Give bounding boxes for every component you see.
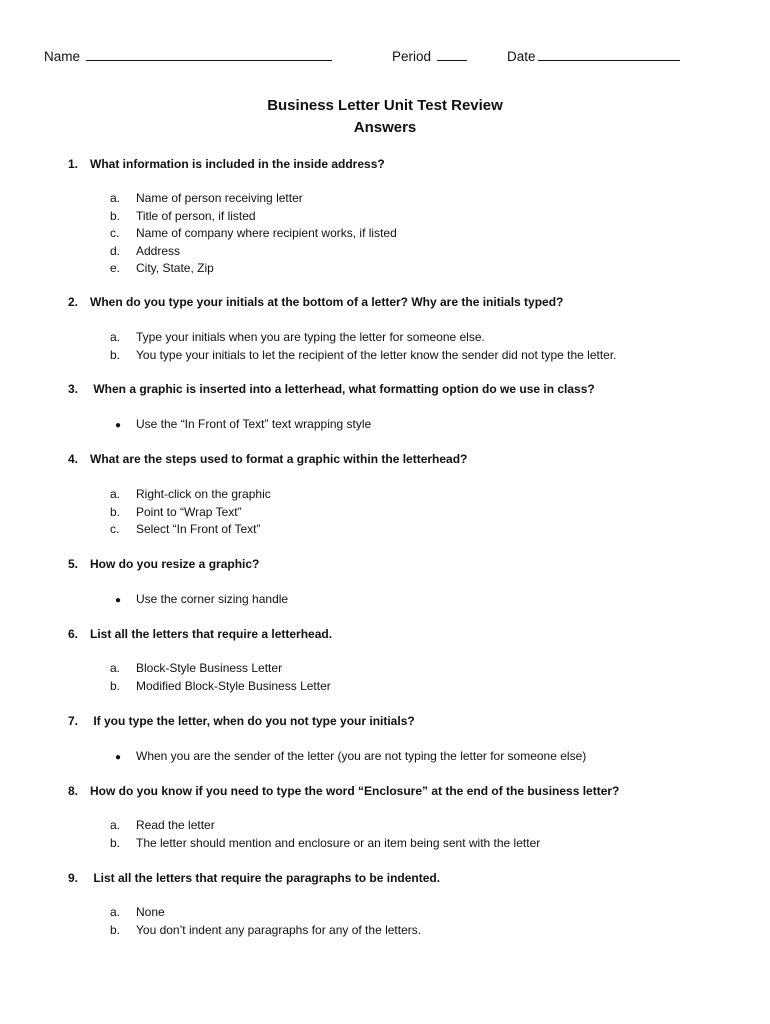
bullet-marker: ● [115, 595, 122, 606]
answer-text: Point to “Wrap Text” [136, 504, 242, 519]
answer-text: None [136, 905, 165, 919]
answer-list-4 [110, 486, 271, 539]
answer-item [110, 190, 397, 208]
question-number: 3. [68, 382, 79, 396]
answer-text: When you are the sender of the letter (you are not typing the letter for someone else) [136, 749, 587, 763]
question-text: List all the letters that require a letterhead. [90, 627, 333, 641]
answer-item [110, 208, 397, 226]
answer-marker: a. [110, 191, 121, 205]
answer-item [110, 416, 371, 434]
answer-list-1 [110, 190, 397, 278]
answer-item [110, 591, 288, 609]
answer-item [110, 904, 421, 922]
answer-marker: b. [110, 678, 121, 693]
period-field [392, 47, 467, 64]
question-number: 8. [68, 784, 79, 798]
question-text: What are the steps used to format a graphic within the letterhead? [90, 452, 468, 466]
answer-item [110, 922, 421, 940]
answer-marker: a. [110, 661, 121, 675]
answer-item [110, 748, 586, 766]
answer-item [110, 243, 397, 261]
answer-item [110, 678, 331, 696]
name-field [44, 47, 332, 64]
period-label: Period [392, 49, 432, 64]
question-text: When do you type your initials at the bottom of a letter? Why are the initials typed? [90, 295, 564, 309]
answer-text: Address [136, 243, 181, 258]
answer-text: You type your initials to let the recipient of the letter know the sender did not type the letter. [136, 347, 617, 362]
question-2 [68, 294, 563, 310]
answer-marker: b. [110, 504, 121, 519]
answer-text: Name of person receiving letter [136, 191, 303, 205]
question-5 [68, 556, 259, 572]
bullet-marker: ● [115, 752, 122, 763]
date-label: Date [507, 49, 536, 64]
answer-list-7 [110, 748, 586, 766]
answer-marker: a. [110, 487, 121, 501]
date-blank-line [538, 47, 680, 61]
answer-item [110, 660, 331, 678]
period-blank-line [437, 47, 467, 61]
question-text: How do you know if you need to type the word “Enclosure” at the end of the business letter? [90, 784, 620, 798]
answer-marker: b. [110, 835, 121, 850]
question-text: If you type the letter, when do you not type your initials? [90, 714, 415, 728]
date-field [507, 47, 680, 64]
answer-text: Name of company where recipient works, if listed [136, 226, 397, 240]
question-4 [68, 451, 467, 467]
answer-list-5 [110, 591, 288, 609]
answer-text: City, State, Zip [136, 261, 214, 275]
bullet-marker: ● [115, 420, 122, 431]
student-info-header [0, 47, 770, 67]
document-title [0, 95, 770, 139]
answer-marker: b. [110, 347, 121, 362]
question-text: List all the letters that require the paragraphs to be indented. [90, 871, 441, 885]
name-blank-line [86, 47, 332, 61]
answer-list-6 [110, 660, 331, 695]
question-6 [68, 626, 332, 642]
answer-text: Right-click on the graphic [136, 487, 271, 501]
answer-text: Title of person, if listed [136, 208, 256, 223]
answer-item [110, 504, 271, 522]
answer-text: Type your initials when you are typing the letter for someone else. [136, 330, 485, 344]
answer-marker: d. [110, 243, 121, 258]
answer-marker: e. [110, 261, 121, 275]
question-number: 4. [68, 452, 79, 466]
question-number: 5. [68, 557, 79, 571]
answer-marker: c. [110, 226, 120, 240]
answer-list-9 [110, 904, 421, 939]
question-number: 6. [68, 627, 79, 641]
question-number: 1. [68, 157, 79, 171]
question-text: How do you resize a graphic? [90, 557, 260, 571]
answer-marker: a. [110, 330, 121, 344]
answer-list-2 [110, 329, 617, 364]
answer-text: The letter should mention and enclosure or an item being sent with the letter [136, 835, 541, 850]
answer-list-8 [110, 817, 540, 852]
question-7 [68, 713, 415, 729]
question-9 [68, 870, 440, 886]
answer-text: Use the corner sizing handle [136, 592, 289, 606]
question-1 [68, 156, 385, 172]
answer-text: Block-Style Business Letter [136, 661, 283, 675]
answer-marker: c. [110, 522, 120, 536]
answer-marker: a. [110, 818, 121, 832]
answer-item [110, 329, 617, 347]
title-line-2: Answers [353, 119, 417, 136]
question-text: What information is included in the inside address? [90, 157, 385, 171]
answer-marker: b. [110, 208, 121, 223]
answer-text: Modified Block-Style Business Letter [136, 678, 331, 693]
question-number: 7. [68, 714, 79, 728]
answer-text: Use the “In Front of Text” text wrapping style [136, 417, 372, 431]
question-number: 2. [68, 295, 79, 309]
answer-item [110, 486, 271, 504]
title-line-1: Business Letter Unit Test Review [267, 97, 503, 114]
answer-item [110, 835, 540, 853]
answer-marker: b. [110, 922, 121, 937]
answer-item [110, 817, 540, 835]
answer-text: Read the letter [136, 818, 215, 832]
answer-item [110, 521, 271, 539]
answer-list-3 [110, 416, 371, 434]
answer-item [110, 347, 617, 365]
question-number: 9. [68, 871, 79, 885]
answer-item [110, 225, 397, 243]
answer-text: Select “In Front of Text” [136, 522, 261, 536]
question-3 [68, 381, 595, 397]
answer-item [110, 260, 397, 278]
question-8 [68, 783, 619, 799]
question-text: When a graphic is inserted into a letterhead, what formatting option do we use in class? [90, 382, 595, 396]
name-label: Name [44, 49, 81, 64]
answer-text: You don’t indent any paragraphs for any of the letters. [136, 922, 422, 937]
answer-marker: a. [110, 905, 121, 919]
